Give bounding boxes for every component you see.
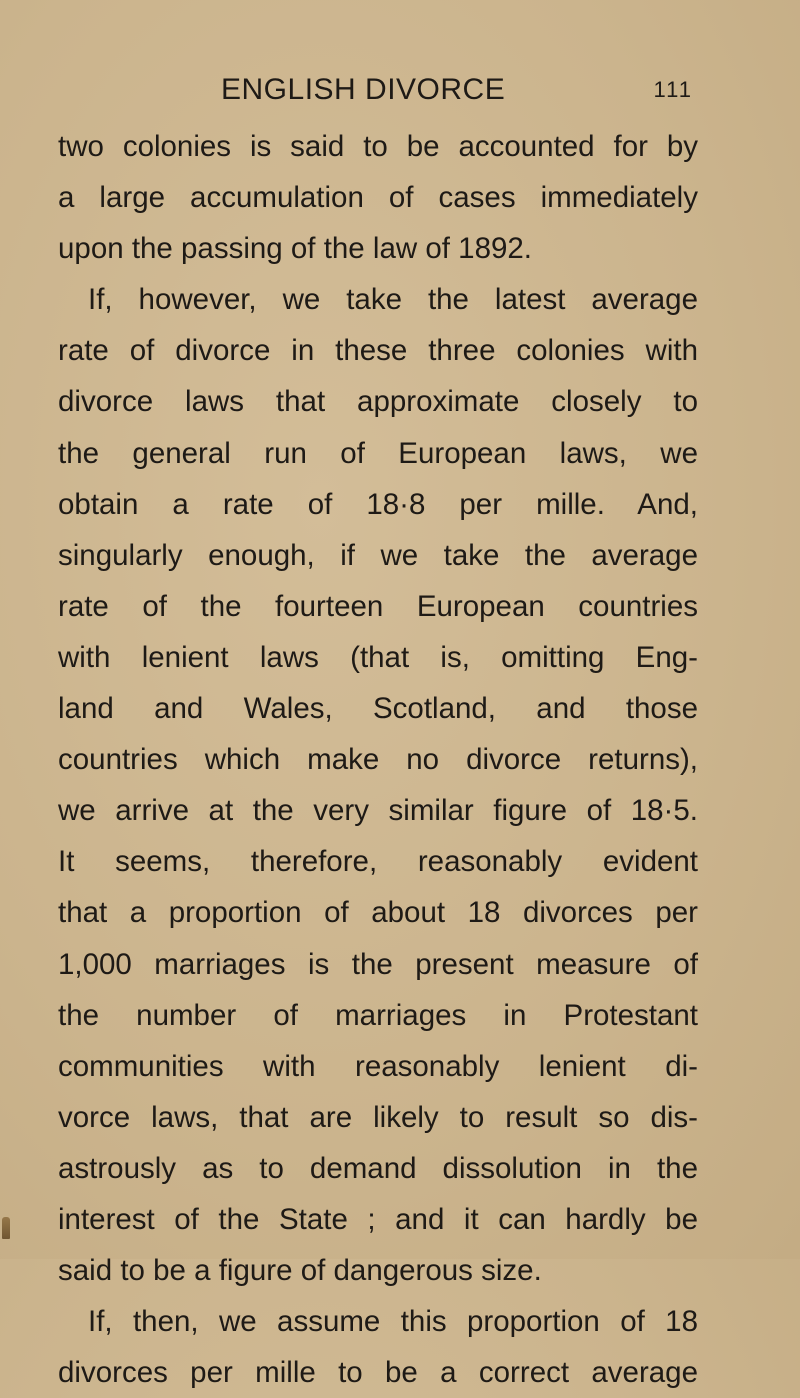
text-line: two colonies is said to be accounted for by <box>58 130 698 163</box>
text-line: astrously as to demand dissolution in the <box>58 1151 698 1185</box>
text-line: the number of marriages in Protestant <box>58 998 698 1032</box>
text-line: rate of the fourteen European countries <box>58 589 698 623</box>
text-line: that a proportion of about 18 divorces per <box>58 896 698 930</box>
text-line: divorces per mille to be a correct average <box>58 1356 698 1390</box>
text-line: singularly enough, if we take the average <box>58 538 698 572</box>
text-line: the general run of European laws, we <box>58 436 698 470</box>
text-line: countries which make no divorce returns), <box>58 743 698 777</box>
body-text <box>58 121 698 1398</box>
text-line: It seems, therefore, reasonably evident <box>58 845 698 879</box>
text-line: with lenient laws (that is, omitting Eng- <box>58 640 698 674</box>
paper-stain <box>2 1217 10 1239</box>
text-line: If, however, we take the latest average <box>88 283 698 317</box>
text-line: 1,000 marriages is the present measure of <box>58 947 698 981</box>
text-line: we arrive at the very similar figure of 18·5. <box>58 794 698 828</box>
text-line: upon the passing of the law of 1892. <box>58 232 532 266</box>
text-line: divorce laws that approximate closely to <box>58 385 698 419</box>
text-line: land and Wales, Scotland, and those <box>58 692 698 726</box>
text-line: said to be a figure of dangerous size. <box>58 1254 542 1288</box>
text-line: interest of the State ; and it can hardly be <box>58 1202 698 1236</box>
text-line: If, then, we assume this proportion of 18 <box>88 1305 698 1339</box>
running-head-title: ENGLISH DIVORCE <box>221 73 506 106</box>
text-line: communities with reasonably lenient di- <box>58 1049 698 1083</box>
running-head <box>58 70 693 110</box>
text-line: obtain a rate of 18·8 per mille. And, <box>58 487 698 521</box>
text-line: a large accumulation of cases immediately <box>58 181 698 215</box>
text-line: rate of divorce in these three colonies with <box>58 334 698 368</box>
page-number: 111 <box>653 77 693 102</box>
text-line: vorce laws, that are likely to result so dis- <box>58 1100 698 1134</box>
